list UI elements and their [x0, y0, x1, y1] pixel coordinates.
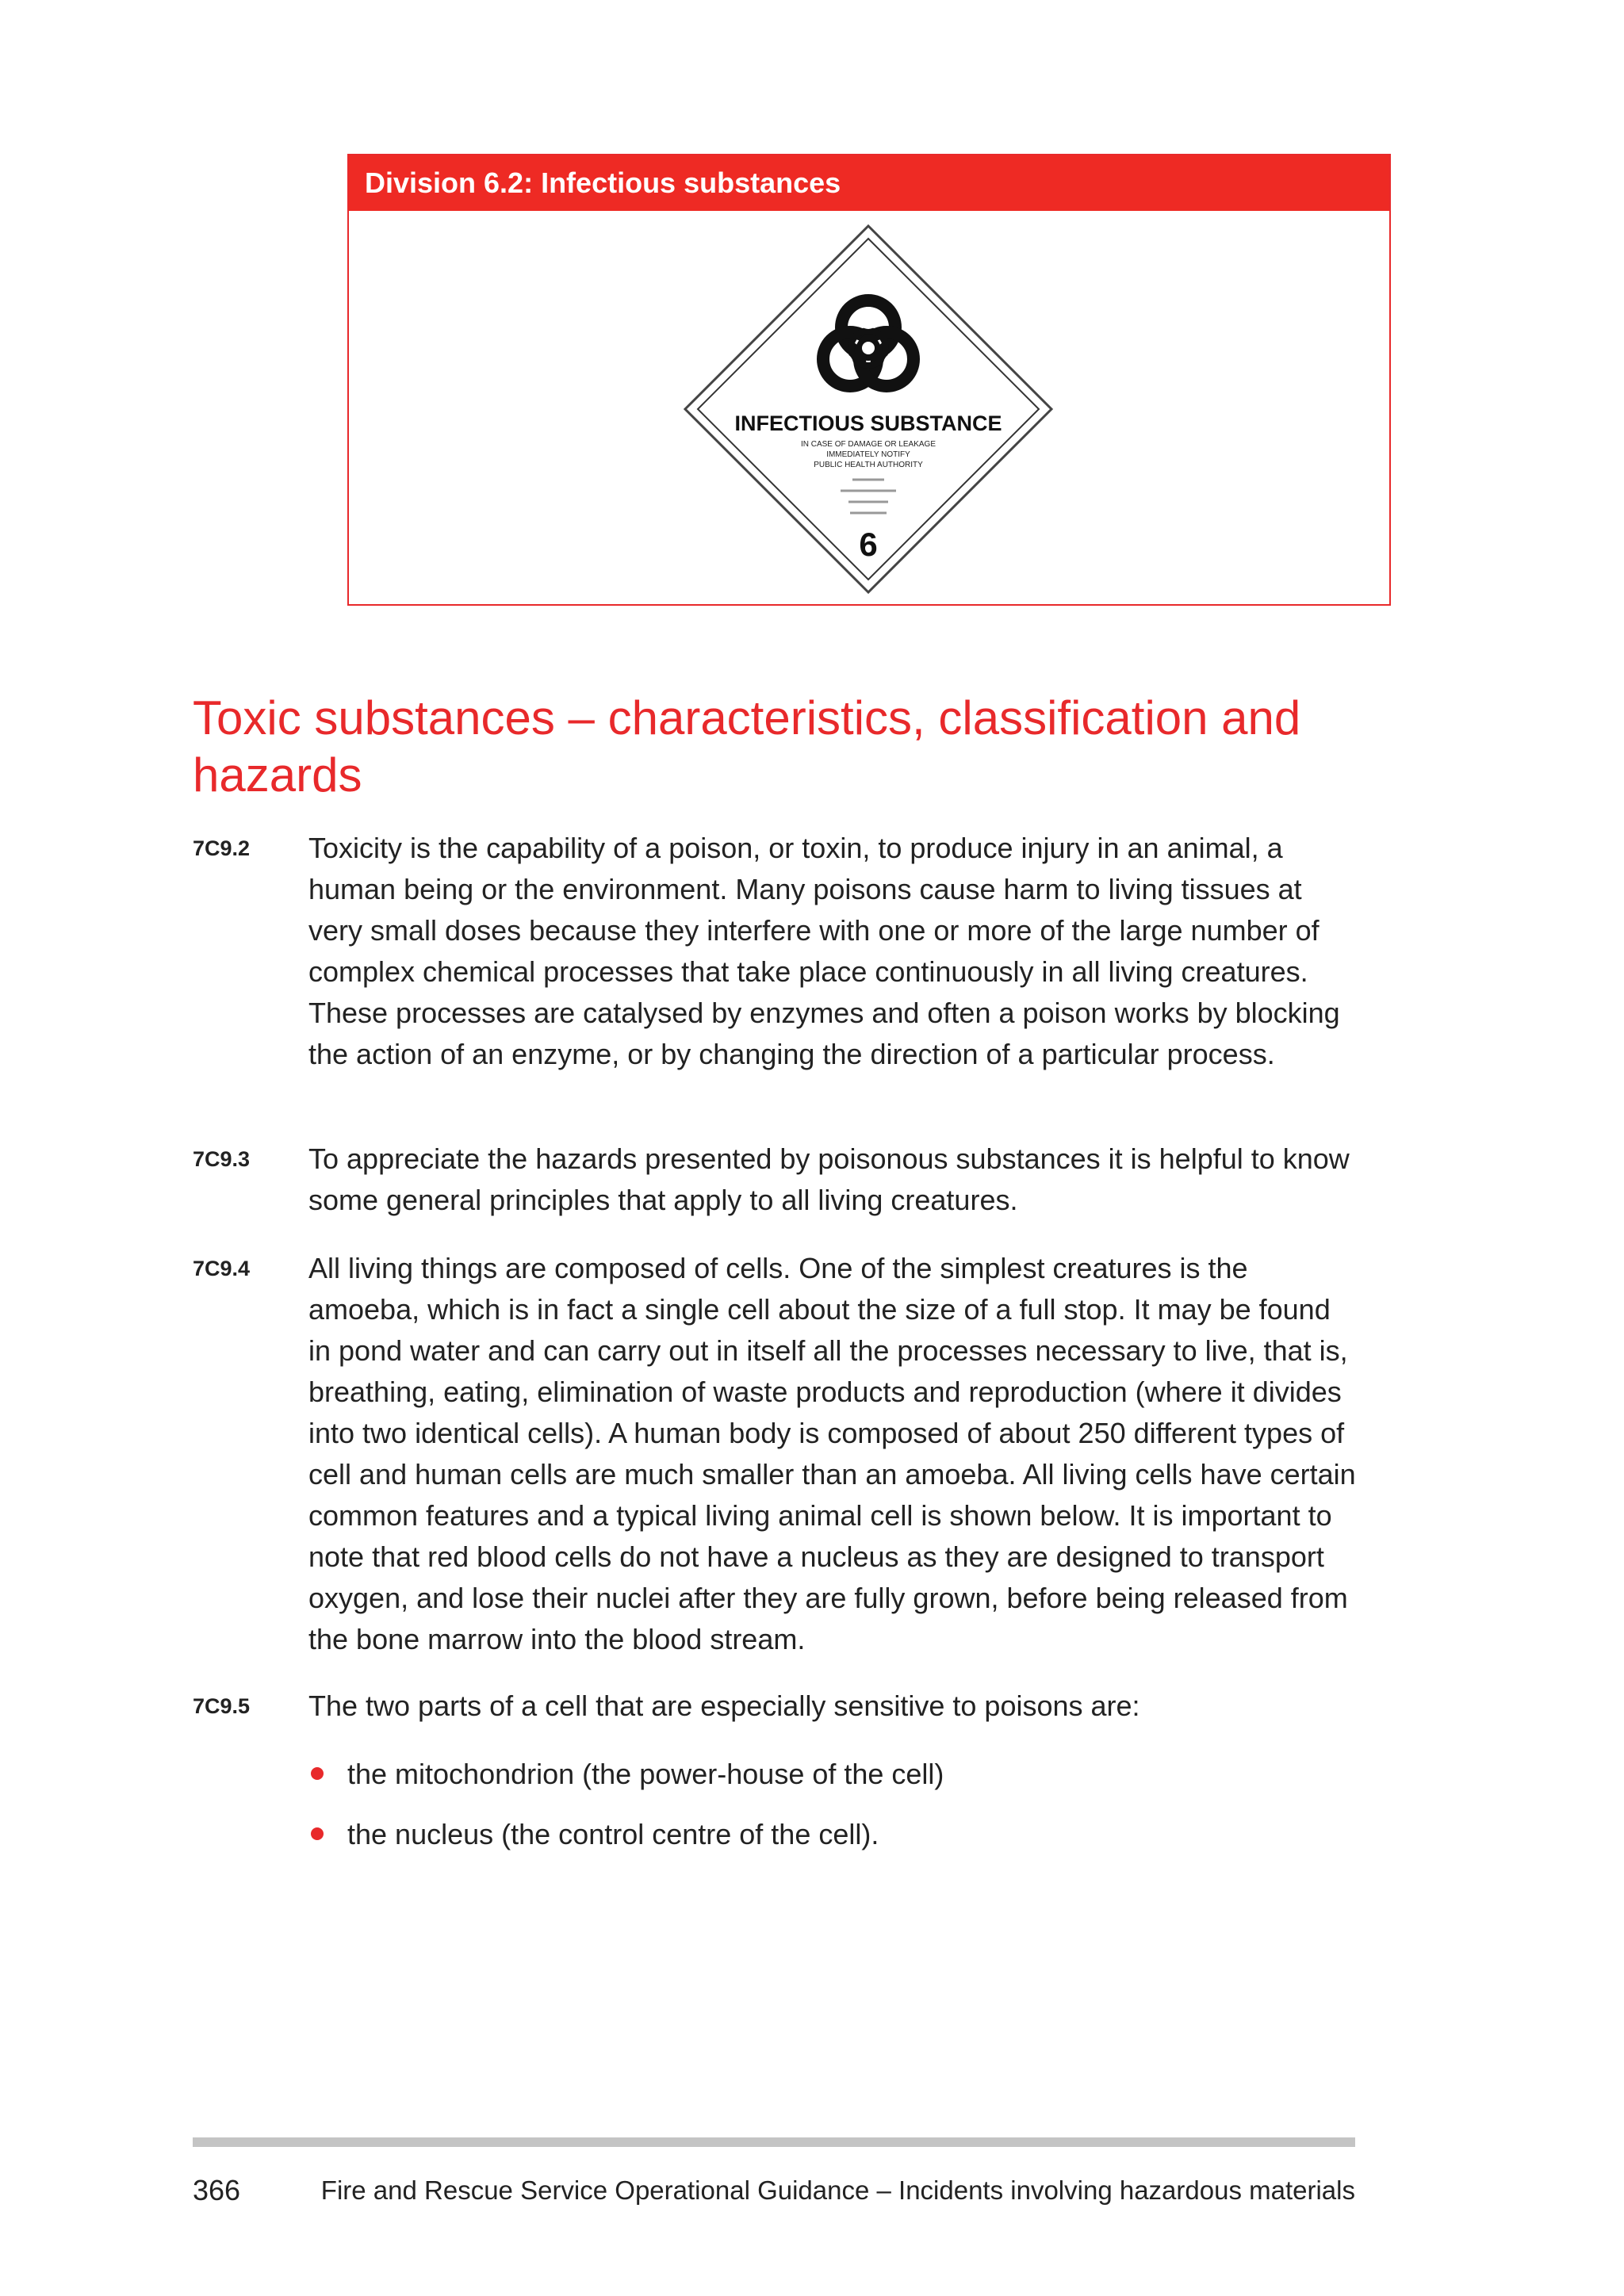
paragraph-number: 7C9.3: [193, 1147, 251, 1171]
paragraph-text: The two parts of a cell that are especially sensitive to poisons are:: [308, 1689, 1140, 1722]
footer-divider: [193, 2137, 1355, 2147]
hazard-class-box: [347, 154, 1391, 606]
bullet-dot-icon: [311, 1827, 324, 1840]
placard-label: INFECTIOUS SUBSTANCE: [734, 411, 1002, 435]
list-item-text: the mitochondrion (the power-house of the cell): [347, 1758, 944, 1790]
paragraph-number: 7C9.5: [193, 1694, 251, 1718]
paragraph-text: All living things are composed of cells. One of the simplest creatures is the amoeba, which is in fact a single cell about the size of a full stop. It may be found in pond water and can carry out in itself all the processes necessary to live, that is, breathing, eating, elimination of waste products and reproduction (where it divides into two identical cells). A human body is composed of about 250 different types of cell and human cells are much smaller than an amoeba. All living cells have certain common features and a typical living animal cell is shown below. It is important to note that red blood cells do not have a nucleus as they are designed to transport oxygen, and lose their nuclei after they are fully grown, before being released from the bone marrow into the blood stream.: [308, 1252, 1356, 1655]
paragraph-number: 7C9.4: [193, 1257, 251, 1280]
section-heading: Toxic substances – characteristics, classification and hazards: [193, 691, 1301, 802]
bullet-list: [309, 1754, 1340, 1874]
page-number: 366: [193, 2174, 241, 2206]
placard-graphic: [682, 223, 1055, 595]
paragraph: [193, 1686, 1358, 1727]
list-item-text: the nucleus (the control centre of the cell).: [347, 1818, 879, 1850]
placard-class-number: 6: [859, 526, 878, 563]
placard-notice-line: IMMEDIATELY NOTIFY: [826, 450, 910, 459]
paragraph-text: To appreciate the hazards presented by poisonous substances it is helpful to know some general principles that apply to all living creatures.: [308, 1142, 1350, 1216]
placard-notice-line: IN CASE OF DAMAGE OR LEAKAGE: [800, 440, 936, 449]
paragraph: [193, 1248, 1358, 1660]
paragraph: [193, 1138, 1358, 1221]
placard-notice-line: PUBLIC HEALTH AUTHORITY: [814, 461, 923, 469]
paragraph-number: 7C9.2: [193, 836, 251, 860]
bullet-dot-icon: [311, 1767, 324, 1780]
paragraph: [193, 828, 1358, 1075]
paragraph-text: Toxicity is the capability of a poison, or toxin, to produce injury in an animal, a human being or the environment. Many poisons cause harm to living tissues at very small doses because they interfere with one or more of the large number of complex chemical processes that take place continuously in all living creatures. These processes are catalysed by enzymes and often a poison works by blocking the action of an enzyme, or by changing the direction of a particular process.: [308, 832, 1340, 1070]
footer-title: Fire and Rescue Service Operational Guidance – Incidents involving hazardous materials: [320, 2175, 1355, 2205]
hazard-class-title: Division 6.2: Infectious substances: [349, 155, 1389, 211]
infectious-substance-placard: [682, 223, 1055, 595]
list-item: [309, 1754, 1340, 1795]
list-item: [309, 1814, 1340, 1855]
